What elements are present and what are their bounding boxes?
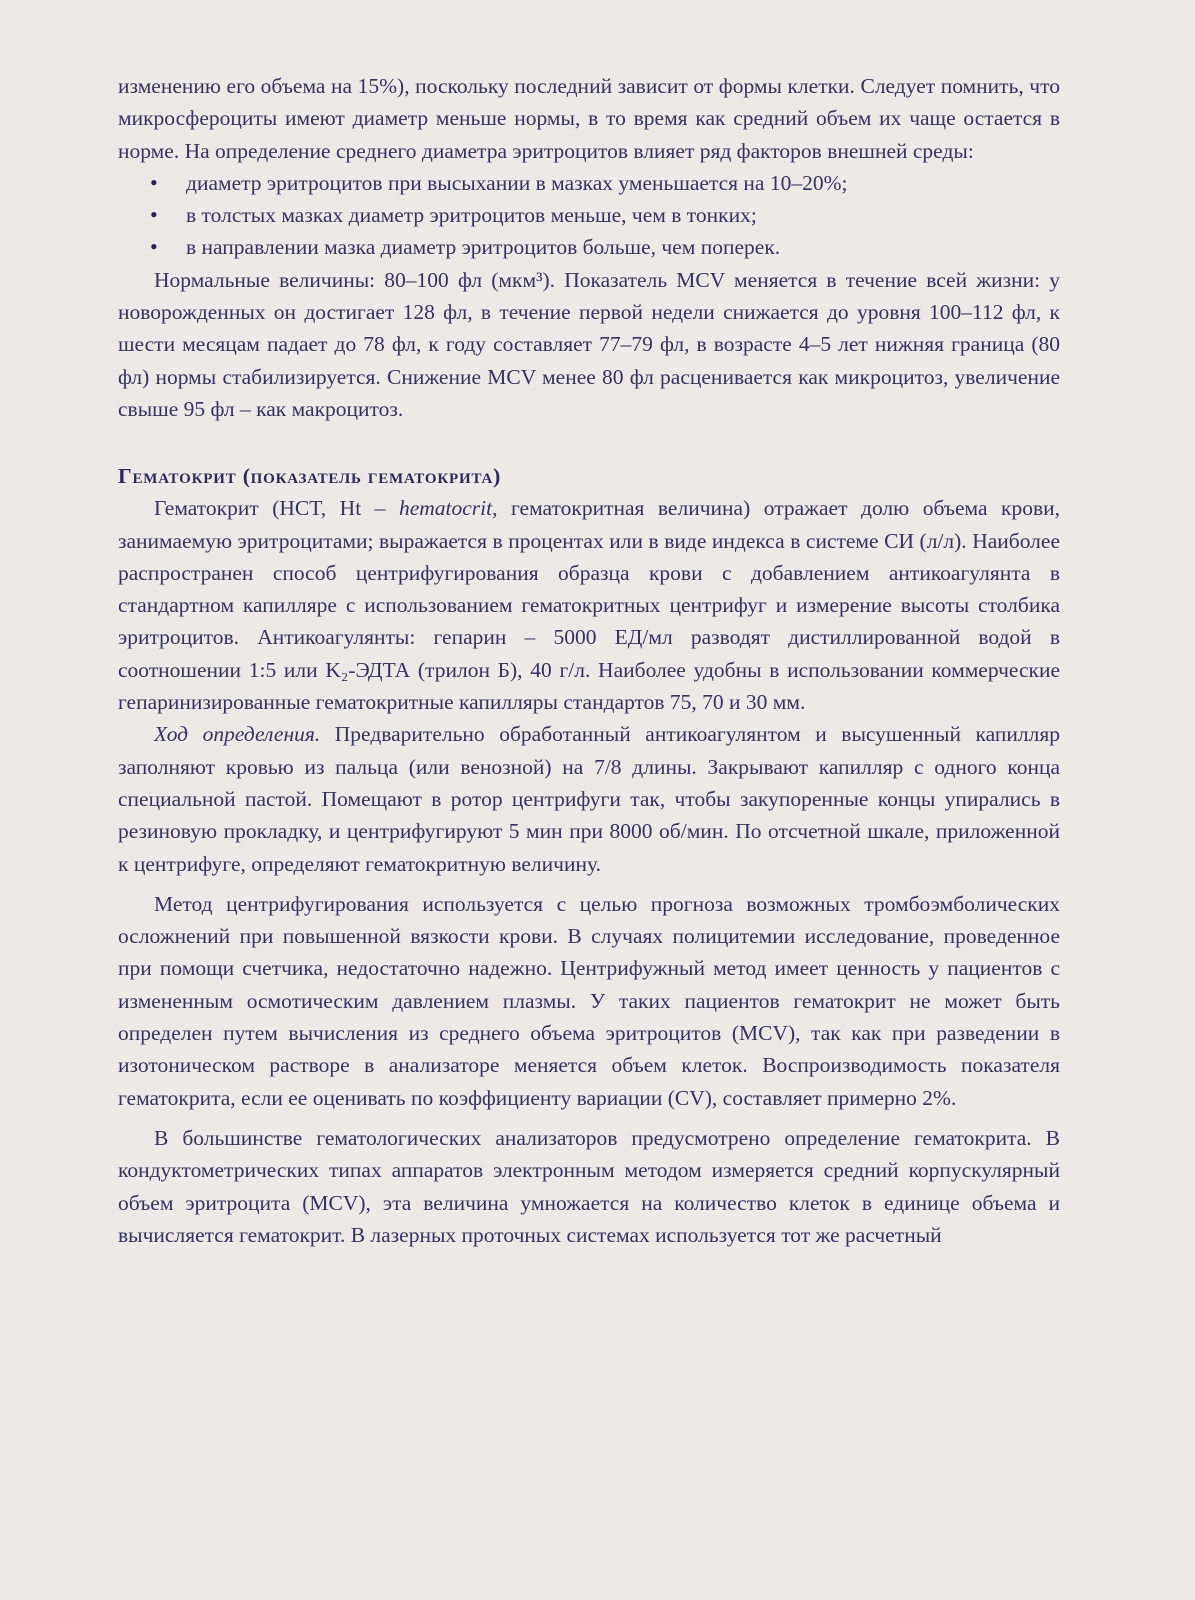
definition-term: hematocrit bbox=[398, 496, 493, 521]
page-text bbox=[118, 70, 1060, 1251]
method-paragraph: Метод центрифугирования используется с целью прогноза возможных тромбоэмболических осложнений при повышенной вязкости крови. В случаях полицитемии исследование, проведенное при помощи счетчика, недостаточно надежно. Центрифужный метод имеет ценность у пациентов с измененным осмотическим давлением плазмы. У таких пациентов гематокрит не может быть определен путем вычисления из среднего объема эритроцитов (MCV), так как при разведении в изотоническом растворе в анализаторе меняется объем клеток. Воспроизводимость показателя гематокрита, если ее оценивать по коэффициенту вариации (CV), составляет примерно 2%. bbox=[118, 891, 1060, 1110]
procedure-text: Предварительно обработанный антикоагулянтом и высушенный капилляр заполняют кровью из пальца (или венозной) на 7/8 длины. Закрывают капилляр с одного конца специальной пастой. Помещают в ротор центрифуги так, чтобы закупоренные концы упирались в резиновую прокладку, и центрифугируют 5 мин при 8000 об/мин. По отсчетной шкале, приложенной к центрифуге, определяют гематокритную величину. bbox=[118, 722, 1060, 876]
definition-rest: , гематокритная величина) отражает долю объема крови, занимаемую эритроцитами; выражается в процентах или в виде индекса в системе СИ (л/л). Наиболее распространен способ центрифугирования образца крови с добавлением антикоагулянта в стандартном капилляре с использованием гематокритных центрифуг и измерение высоты столбика эритроцитов. Антикоагулянты: гепарин – 5000 ЕД/мл разводят дистиллированной водой в соотношении 1:5 или K₂-ЭДТА (трилон Б), 40 г/л. Наиболее удобны в использовании коммерческие гепаринизированные гематокритные капилляры стандартов 75, 70 и 30 мм. bbox=[118, 496, 1060, 715]
list-item: • диаметр эритроцитов при высыхании в мазках уменьшается на 10–20%; bbox=[150, 167, 1060, 199]
list-item: • в направлении мазка диаметр эритроцитов больше, чем поперек. bbox=[150, 231, 1060, 263]
procedure-paragraph bbox=[118, 718, 1060, 879]
analyzers-paragraph: В большинстве гематологических анализаторов предусмотрено определение гематокрита. В кондуктометрических типах аппаратов электронным методом измеряется средний корпускулярный объем эритроцита (MCV), эта величина умножается на количество клеток в единице объема и вычисляется гематокрит. В лазерных проточных системах используется тот же расчетный bbox=[118, 1125, 1060, 1247]
definition-lead: Гематокрит (HCT, Ht – bbox=[154, 496, 399, 521]
normal-values-paragraph: Нормальные величины: 80–100 фл (мкм³). Показатель MCV меняется в течение всей жизни: у новорожденных он достигает 128 фл, в течение первой недели снижается до уровня 100–112 фл, к шести месяцам падает до 78 фл, к году составляет 77–79 фл, в возрасте 4–5 лет нижняя граница (80 фл) нормы стабилизируется. Снижение MCV менее 80 фл расценивается как микроцитоз, увеличение свыше 95 фл – как макроцитоз. bbox=[118, 267, 1060, 421]
factors-list bbox=[118, 167, 1060, 264]
list-item: • в толстых мазках диаметр эритроцитов меньше, чем в тонких; bbox=[150, 199, 1060, 231]
continuation-paragraph: изменению его объема на 15%), поскольку последний зависит от формы клетки. Следует помнить, что микросфероциты имеют диаметр меньше нормы, в то время как средний объем их чаще остается в норме. На определение среднего диаметра эритроцитов влияет ряд факторов внешней среды: bbox=[118, 74, 1060, 163]
definition-paragraph bbox=[118, 492, 1060, 718]
procedure-label: Ход определения. bbox=[154, 722, 321, 747]
section-heading: Гематокрит (показатель гематокрита) bbox=[118, 464, 502, 489]
